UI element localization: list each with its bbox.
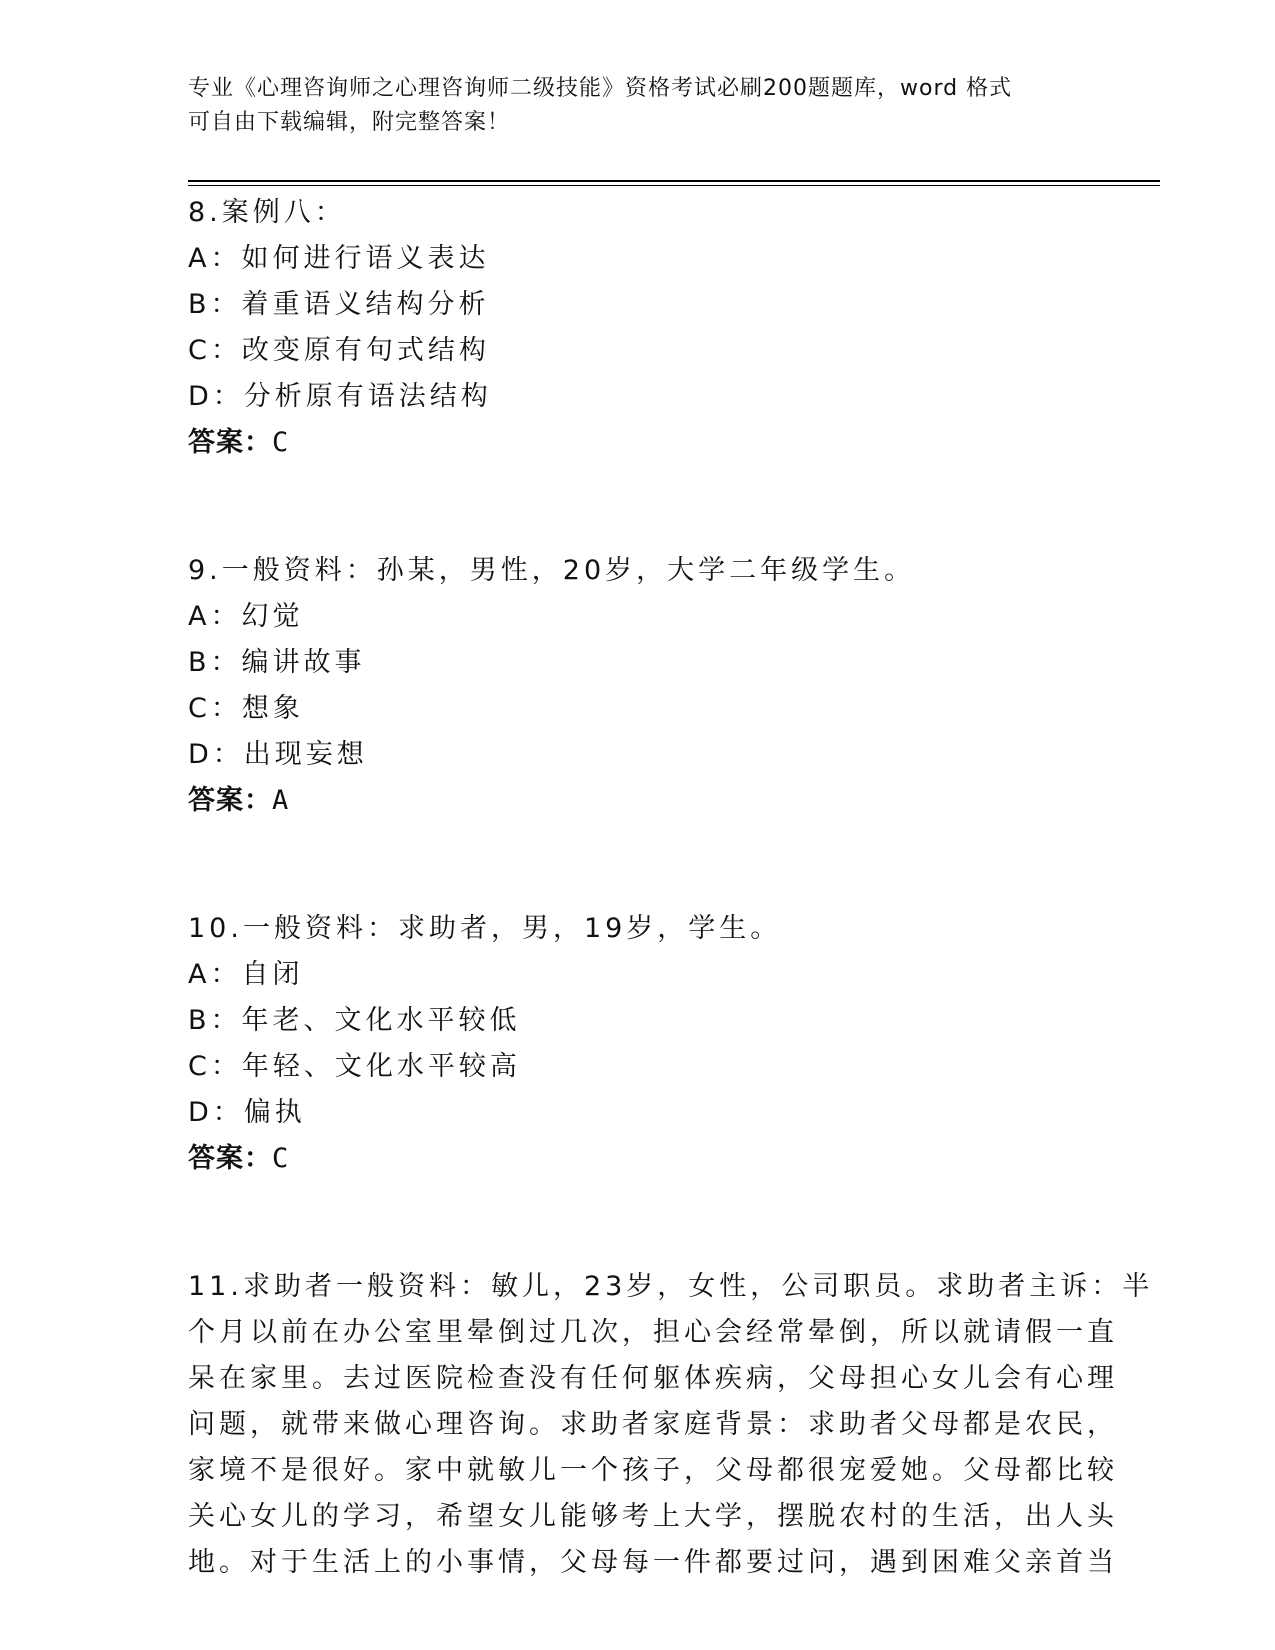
option-d: D：出现妄想 <box>188 739 368 770</box>
question-10 <box>188 906 1088 1182</box>
question-stem: 8.案例八： <box>188 197 346 228</box>
answer-label: 答案： <box>188 1143 272 1174</box>
option-c: C：改变原有句式结构 <box>188 335 490 366</box>
option-a: A：幻觉 <box>188 601 304 632</box>
header-line-2: 可自由下载编辑，附完整答案！ <box>188 110 511 135</box>
option-b: B：着重语义结构分析 <box>188 289 490 320</box>
question-stem-line: 地。对于生活上的小事情，父母每一件都要过问，遇到困难父亲首当 <box>188 1547 1118 1578</box>
option-c: C：想象 <box>188 693 304 724</box>
option-a: A：如何进行语义表达 <box>188 243 490 274</box>
answer-line <box>188 778 1088 824</box>
header-divider-thin <box>188 185 1160 186</box>
option-d: D：偏执 <box>188 1097 306 1128</box>
question-stem-line: 呆在家里。去过医院检查没有任何躯体疾病，父母担心女儿会有心理 <box>188 1363 1118 1394</box>
question-9 <box>188 548 1088 824</box>
question-8 <box>188 190 1088 466</box>
header-divider-thick <box>188 180 1160 182</box>
answer-value: A <box>272 785 290 816</box>
header-line-1: 专业《心理咨询师之心理咨询师二级技能》资格考试必刷200题题库，word 格式 <box>188 76 1013 101</box>
question-stem-line: 关心女儿的学习，希望女儿能够考上大学，摆脱农村的生活，出人头 <box>188 1501 1118 1532</box>
answer-line <box>188 420 1088 466</box>
option-b: B：编讲故事 <box>188 647 366 678</box>
question-stem: 10.一般资料：求助者，男，19岁，学生。 <box>188 913 782 944</box>
document-header <box>188 72 1108 140</box>
option-a: A：自闭 <box>188 959 304 990</box>
answer-label: 答案： <box>188 785 272 816</box>
answer-label: 答案： <box>188 427 272 458</box>
question-stem-line: 个月以前在办公室里晕倒过几次，担心会经常晕倒，所以就请假一直 <box>188 1317 1118 1348</box>
question-list <box>188 190 1154 1586</box>
question-stem: 9.一般资料：孙某，男性，20岁，大学二年级学生。 <box>188 555 916 586</box>
question-11 <box>188 1264 1154 1586</box>
answer-value: C <box>272 1143 290 1174</box>
option-d: D：分析原有语法结构 <box>188 381 492 412</box>
question-stem-line: 11.求助者一般资料：敏儿，23岁，女性，公司职员。求助者主诉：半 <box>188 1271 1154 1302</box>
option-b: B：年老、文化水平较低 <box>188 1005 521 1036</box>
question-stem-line: 问题，就带来做心理咨询。求助者家庭背景：求助者父母都是农民， <box>188 1409 1118 1440</box>
answer-line <box>188 1136 1088 1182</box>
option-c: C：年轻、文化水平较高 <box>188 1051 521 1082</box>
answer-value: C <box>272 427 290 458</box>
question-stem-line: 家境不是很好。家中就敏儿一个孩子，父母都很宠爱她。父母都比较 <box>188 1455 1118 1486</box>
